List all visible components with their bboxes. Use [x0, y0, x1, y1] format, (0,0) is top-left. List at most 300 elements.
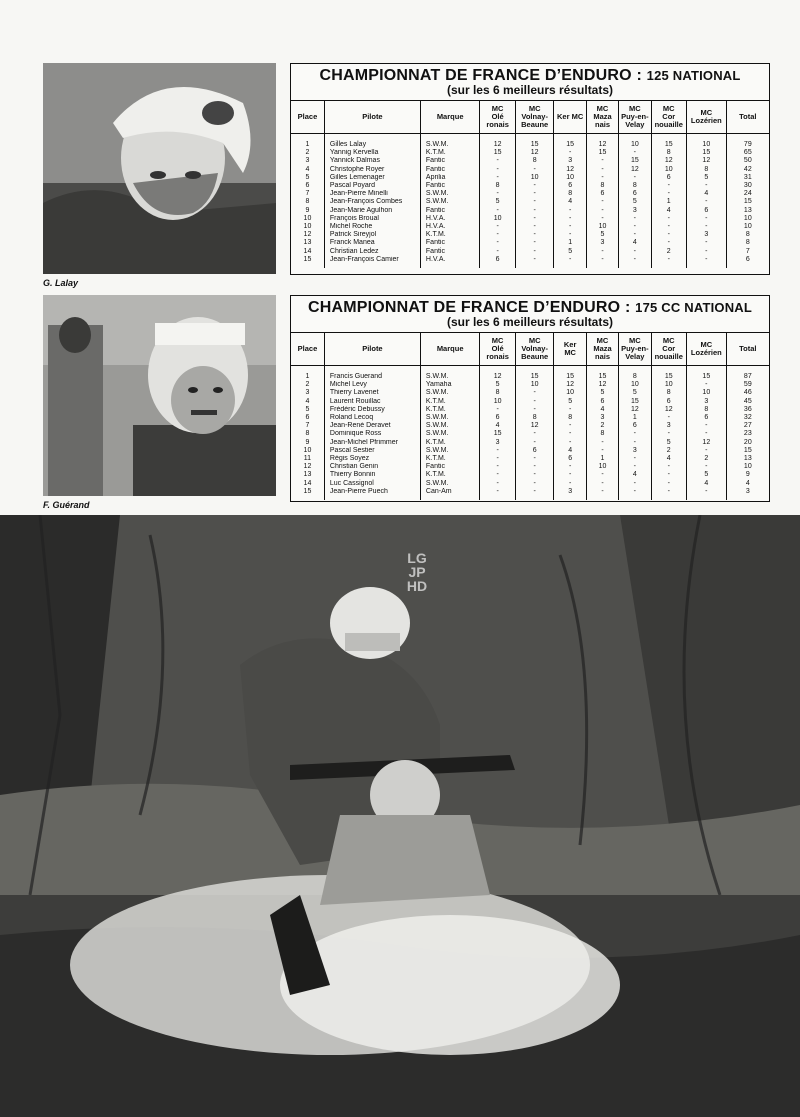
- points-cell: -: [515, 398, 554, 406]
- table-row: [291, 488, 769, 500]
- place-cell: 1: [291, 134, 324, 150]
- points-cell: 3: [619, 207, 651, 215]
- points-cell: -: [651, 223, 686, 231]
- points-cell: -: [515, 430, 554, 438]
- standings-table-175: [290, 295, 770, 502]
- table-row: [291, 198, 769, 206]
- points-cell: -: [586, 488, 618, 500]
- pilot-cell: Yannig Kervella: [324, 149, 420, 157]
- points-cell: 6: [687, 207, 727, 215]
- brand-cell: Yamaha: [420, 381, 479, 389]
- points-cell: 5: [480, 381, 515, 389]
- points-cell: 6: [651, 398, 686, 406]
- points-cell: 15: [619, 157, 651, 165]
- points-cell: 6: [619, 422, 651, 430]
- points-cell: -: [480, 247, 515, 255]
- points-cell: -: [651, 182, 686, 190]
- pilot-cell: Gilles Lalay: [324, 134, 420, 150]
- pilot-cell: Michel Roche: [324, 223, 420, 231]
- total-cell: 79: [743, 141, 752, 149]
- points-cell: 2: [651, 247, 686, 255]
- points-cell: -: [515, 166, 554, 174]
- table-row: [291, 463, 769, 471]
- title-subtitle: (sur les 6 meilleurs résultats): [446, 315, 614, 329]
- table-row: [291, 134, 769, 150]
- pilot-cell: François Broual: [324, 215, 420, 223]
- points-cell: 12: [515, 149, 554, 157]
- total-cell: 32: [743, 414, 752, 422]
- pilot-cell: Pascal Poyard: [324, 182, 420, 190]
- points-cell: -: [586, 166, 618, 174]
- points-cell: -: [651, 479, 686, 487]
- points-cell: 15: [651, 134, 686, 150]
- place-cell: 10: [291, 223, 324, 231]
- total-cell: 30: [743, 182, 752, 190]
- points-cell: 10: [554, 389, 586, 397]
- brand-cell: Fantic: [420, 207, 479, 215]
- points-cell: -: [651, 471, 686, 479]
- points-cell: 15: [619, 398, 651, 406]
- points-cell: -: [619, 455, 651, 463]
- points-cell: -: [586, 439, 618, 447]
- place-cell: 4: [291, 166, 324, 174]
- column-header: Pilote: [324, 333, 420, 366]
- watermark-line-1: LG: [407, 550, 427, 566]
- place-cell: 14: [291, 247, 324, 255]
- pilot-cell: Thierry Lavenet: [324, 389, 420, 397]
- points-cell: 2: [651, 447, 686, 455]
- table-row: [291, 447, 769, 455]
- points-cell: 3: [480, 439, 515, 447]
- points-cell: 5: [554, 398, 586, 406]
- points-cell: -: [515, 247, 554, 255]
- total-cell: 13: [743, 454, 752, 462]
- points-cell: 3: [586, 239, 618, 247]
- points-cell: -: [619, 215, 651, 223]
- table-row: [291, 174, 769, 182]
- points-cell: 6: [480, 414, 515, 422]
- points-cell: 4: [619, 471, 651, 479]
- pilot-cell: Gilles Lemenager: [324, 174, 420, 182]
- points-cell: 12: [515, 422, 554, 430]
- place-cell: 8: [291, 430, 324, 438]
- points-cell: -: [687, 381, 727, 389]
- points-cell: 8: [687, 406, 727, 414]
- points-cell: 3: [687, 398, 727, 406]
- column-header: MC Maza nais: [586, 101, 618, 134]
- pilot-cell: Yannick Dalmas: [324, 157, 420, 165]
- points-cell: -: [687, 256, 727, 268]
- points-cell: -: [554, 439, 586, 447]
- place-cell: 3: [291, 389, 324, 397]
- table-row: [291, 479, 769, 487]
- points-cell: -: [651, 231, 686, 239]
- column-header: MC Olé ronais: [480, 333, 515, 366]
- place-cell: 10: [291, 215, 324, 223]
- points-cell: 15: [515, 366, 554, 382]
- points-cell: -: [554, 231, 586, 239]
- points-cell: -: [651, 430, 686, 438]
- points-cell: 5: [554, 247, 586, 255]
- points-cell: 10: [480, 398, 515, 406]
- table-row: [291, 455, 769, 463]
- place-cell: 13: [291, 239, 324, 247]
- place-cell: 5: [291, 406, 324, 414]
- points-cell: -: [480, 479, 515, 487]
- points-cell: -: [480, 463, 515, 471]
- standings-grid-175: [291, 333, 769, 500]
- table-row: [291, 207, 769, 215]
- place-cell: 12: [291, 463, 324, 471]
- total-cell: 20: [743, 438, 752, 446]
- points-cell: -: [554, 463, 586, 471]
- total-cell: 23: [743, 430, 752, 438]
- header-row: [291, 333, 769, 366]
- place-cell: 15: [291, 256, 324, 268]
- table-row: [291, 406, 769, 414]
- place-cell: 9: [291, 207, 324, 215]
- pilot-cell: Patrick Sireyjol: [324, 231, 420, 239]
- pilot-cell: Christian Ledez: [324, 247, 420, 255]
- place-cell: 11: [291, 455, 324, 463]
- points-cell: -: [480, 471, 515, 479]
- brand-cell: S.W.M.: [420, 430, 479, 438]
- title-subtitle: (sur les 6 meilleurs résultats): [446, 83, 614, 97]
- column-header: MC Lozérien: [687, 101, 727, 134]
- place-cell: 15: [291, 488, 324, 500]
- points-cell: 8: [515, 157, 554, 165]
- points-cell: 10: [554, 174, 586, 182]
- pilot-cell: Jean-François Camier: [324, 256, 420, 268]
- caption-lalay: G. Lalay: [43, 278, 79, 288]
- column-header: MC Puy-en- Velay: [619, 101, 651, 134]
- brand-cell: K.T.M.: [420, 471, 479, 479]
- pilot-cell: Thierry Bonnin: [324, 471, 420, 479]
- table-row: [291, 414, 769, 422]
- points-cell: 5: [651, 439, 686, 447]
- points-cell: 12: [651, 406, 686, 414]
- brand-cell: Aprilia: [420, 174, 479, 182]
- points-cell: -: [687, 198, 727, 206]
- points-cell: -: [586, 447, 618, 455]
- table-row: [291, 256, 769, 268]
- place-cell: 4: [291, 398, 324, 406]
- title-main: CHAMPIONNAT DE FRANCE D’ENDURO :: [307, 299, 631, 316]
- points-cell: -: [586, 207, 618, 215]
- brand-cell: S.W.M.: [420, 198, 479, 206]
- points-cell: 5: [687, 174, 727, 182]
- pilot-cell: Francis Guerand: [324, 366, 420, 382]
- brand-cell: S.W.M.: [420, 366, 479, 382]
- points-cell: -: [619, 488, 651, 500]
- table-row: [291, 430, 769, 438]
- points-cell: -: [515, 471, 554, 479]
- table-row: [291, 239, 769, 247]
- table-row: [291, 190, 769, 198]
- points-cell: 10: [651, 381, 686, 389]
- points-cell: 12: [619, 406, 651, 414]
- total-cell: 45: [743, 397, 752, 405]
- points-cell: -: [586, 174, 618, 182]
- column-header: Total: [726, 101, 769, 134]
- points-cell: 8: [651, 149, 686, 157]
- points-cell: 6: [651, 174, 686, 182]
- column-header: MC Puy-en- Velay: [619, 333, 651, 366]
- brand-cell: H.V.A.: [420, 223, 479, 231]
- title-main: CHAMPIONNAT DE FRANCE D’ENDURO :: [319, 67, 642, 84]
- points-cell: -: [687, 422, 727, 430]
- rider-portrait-drawing: [43, 295, 276, 496]
- photo-rider-lalay: [43, 63, 276, 274]
- points-cell: -: [619, 430, 651, 438]
- column-header: MC Cor nouaille: [651, 333, 686, 366]
- column-header: Ker MC: [554, 333, 586, 366]
- points-cell: 12: [554, 166, 586, 174]
- points-cell: 15: [515, 134, 554, 150]
- total-cell: 87: [743, 373, 752, 381]
- points-cell: -: [687, 463, 727, 471]
- total-cell: 8: [745, 239, 750, 247]
- table-row: [291, 182, 769, 190]
- points-cell: -: [554, 422, 586, 430]
- total-cell: 15: [743, 198, 752, 206]
- points-cell: 8: [515, 414, 554, 422]
- pilot-cell: Jean-Michel Pfrimmer: [324, 439, 420, 447]
- place-cell: 7: [291, 422, 324, 430]
- points-cell: 1: [586, 455, 618, 463]
- column-header: Marque: [420, 333, 479, 366]
- pilot-cell: Dominique Ross: [324, 430, 420, 438]
- points-cell: -: [554, 406, 586, 414]
- points-cell: 10: [687, 389, 727, 397]
- points-cell: 4: [651, 455, 686, 463]
- points-cell: 8: [554, 414, 586, 422]
- total-cell: 3: [745, 487, 750, 495]
- points-cell: -: [515, 239, 554, 247]
- total-cell: 13: [743, 206, 752, 214]
- points-cell: 10: [619, 381, 651, 389]
- points-cell: 10: [515, 381, 554, 389]
- title-category: 125 NATIONAL: [646, 68, 741, 83]
- points-cell: 10: [586, 223, 618, 231]
- points-cell: -: [554, 471, 586, 479]
- points-cell: -: [554, 215, 586, 223]
- points-cell: 1: [619, 414, 651, 422]
- points-cell: 6: [619, 190, 651, 198]
- points-cell: -: [480, 488, 515, 500]
- points-cell: -: [515, 190, 554, 198]
- table-row: [291, 381, 769, 389]
- points-cell: -: [687, 430, 727, 438]
- points-cell: 10: [515, 174, 554, 182]
- points-cell: 4: [586, 406, 618, 414]
- total-cell: 59: [743, 381, 752, 389]
- points-cell: 15: [651, 366, 686, 382]
- pilot-cell: Jean-François Combes: [324, 198, 420, 206]
- points-cell: -: [480, 231, 515, 239]
- points-cell: 6: [554, 182, 586, 190]
- points-cell: -: [687, 223, 727, 231]
- column-header: Place: [291, 101, 324, 134]
- points-cell: -: [586, 247, 618, 255]
- column-header: MC Volnay- Beaune: [515, 101, 554, 134]
- total-cell: 10: [743, 222, 752, 230]
- brand-cell: S.W.M.: [420, 190, 479, 198]
- table-row: [291, 471, 769, 479]
- brand-cell: K.T.M.: [420, 231, 479, 239]
- total-cell: 24: [743, 190, 752, 198]
- points-cell: 3: [586, 414, 618, 422]
- total-cell: 7: [745, 247, 750, 255]
- points-cell: -: [619, 463, 651, 471]
- pilot-cell: Roland Lecoq: [324, 414, 420, 422]
- table-row: [291, 223, 769, 231]
- pilot-cell: Christian Genin: [324, 463, 420, 471]
- place-cell: 5: [291, 174, 324, 182]
- column-header: Place: [291, 333, 324, 366]
- total-cell: 8: [745, 231, 750, 239]
- place-cell: 3: [291, 157, 324, 165]
- points-cell: 3: [651, 422, 686, 430]
- points-cell: 1: [554, 239, 586, 247]
- points-cell: -: [515, 389, 554, 397]
- points-cell: -: [515, 439, 554, 447]
- table-row: [291, 398, 769, 406]
- points-cell: -: [515, 455, 554, 463]
- brand-cell: K.T.M.: [420, 398, 479, 406]
- pilot-cell: Pascal Sestier: [324, 447, 420, 455]
- points-cell: 6: [687, 414, 727, 422]
- points-cell: -: [480, 455, 515, 463]
- total-cell: 46: [743, 389, 752, 397]
- points-cell: -: [515, 463, 554, 471]
- points-cell: 10: [687, 134, 727, 150]
- points-cell: 4: [687, 190, 727, 198]
- points-cell: 12: [619, 166, 651, 174]
- place-cell: 8: [291, 198, 324, 206]
- points-cell: -: [619, 174, 651, 182]
- points-cell: 8: [619, 366, 651, 382]
- total-cell: 4: [745, 479, 750, 487]
- points-cell: 15: [480, 430, 515, 438]
- points-cell: 12: [586, 134, 618, 150]
- brand-cell: Can-Am: [420, 488, 479, 500]
- brand-cell: Fantic: [420, 463, 479, 471]
- table-row: [291, 366, 769, 382]
- points-cell: 8: [586, 430, 618, 438]
- column-header: MC Cor nouaille: [651, 101, 686, 134]
- points-cell: -: [554, 223, 586, 231]
- column-header: Pilote: [324, 101, 420, 134]
- points-cell: -: [515, 198, 554, 206]
- points-cell: 12: [651, 157, 686, 165]
- points-cell: -: [619, 479, 651, 487]
- points-cell: -: [619, 256, 651, 268]
- points-cell: 5: [687, 471, 727, 479]
- pilot-cell: Jean-René Deravet: [324, 422, 420, 430]
- points-cell: 6: [554, 455, 586, 463]
- pilot-cell: Luc Cassignol: [324, 479, 420, 487]
- points-cell: -: [480, 223, 515, 231]
- brand-cell: K.T.M.: [420, 455, 479, 463]
- standings-grid-125: [291, 101, 769, 268]
- points-cell: -: [554, 256, 586, 268]
- column-header: MC Lozérien: [687, 333, 727, 366]
- points-cell: -: [480, 166, 515, 174]
- points-cell: 12: [687, 439, 727, 447]
- points-cell: -: [480, 207, 515, 215]
- place-cell: 10: [291, 447, 324, 455]
- brand-cell: K.T.M.: [420, 406, 479, 414]
- points-cell: -: [586, 471, 618, 479]
- standings-table-125: [290, 63, 770, 275]
- points-cell: -: [515, 215, 554, 223]
- brand-cell: S.W.M.: [420, 479, 479, 487]
- points-cell: -: [619, 149, 651, 157]
- total-cell: 15: [743, 446, 752, 454]
- points-cell: -: [515, 223, 554, 231]
- points-cell: -: [554, 430, 586, 438]
- rider-portrait-drawing: [43, 63, 276, 274]
- pilot-cell: Régis Soyez: [324, 455, 420, 463]
- points-cell: -: [554, 207, 586, 215]
- pilot-cell: Franck Manea: [324, 239, 420, 247]
- total-cell: 42: [743, 165, 752, 173]
- points-cell: -: [651, 488, 686, 500]
- column-header: MC Volnay- Beaune: [515, 333, 554, 366]
- total-cell: 36: [743, 405, 752, 413]
- table-row: [291, 247, 769, 255]
- pilot-cell: Jean-Pierre Minelli: [324, 190, 420, 198]
- brand-cell: S.W.M.: [420, 134, 479, 150]
- table-title-125: [291, 64, 769, 101]
- points-cell: -: [586, 256, 618, 268]
- title-category: 175 CC NATIONAL: [635, 300, 753, 315]
- points-cell: 15: [586, 149, 618, 157]
- points-cell: 8: [480, 389, 515, 397]
- place-cell: 6: [291, 182, 324, 190]
- table-row: [291, 149, 769, 157]
- points-cell: 5: [586, 389, 618, 397]
- points-cell: -: [651, 215, 686, 223]
- points-cell: -: [651, 256, 686, 268]
- place-cell: 13: [291, 471, 324, 479]
- points-cell: 5: [619, 198, 651, 206]
- place-cell: 2: [291, 149, 324, 157]
- points-cell: -: [651, 463, 686, 471]
- table-row: [291, 422, 769, 430]
- points-cell: 4: [651, 207, 686, 215]
- points-cell: 8: [651, 389, 686, 397]
- watermark-line-3: HD: [406, 578, 428, 594]
- brand-cell: Fantic: [420, 239, 479, 247]
- place-cell: 1: [291, 366, 324, 382]
- brand-cell: Fantic: [420, 157, 479, 165]
- points-cell: 12: [586, 381, 618, 389]
- table-row: [291, 389, 769, 397]
- points-cell: -: [687, 488, 727, 500]
- points-cell: 15: [586, 366, 618, 382]
- points-cell: 8: [554, 190, 586, 198]
- points-cell: 2: [687, 455, 727, 463]
- points-cell: -: [515, 488, 554, 500]
- points-cell: -: [586, 198, 618, 206]
- place-cell: 2: [291, 381, 324, 389]
- header-row: [291, 101, 769, 134]
- brand-cell: Fantic: [420, 182, 479, 190]
- column-header: Total: [726, 333, 769, 366]
- place-cell: 7: [291, 190, 324, 198]
